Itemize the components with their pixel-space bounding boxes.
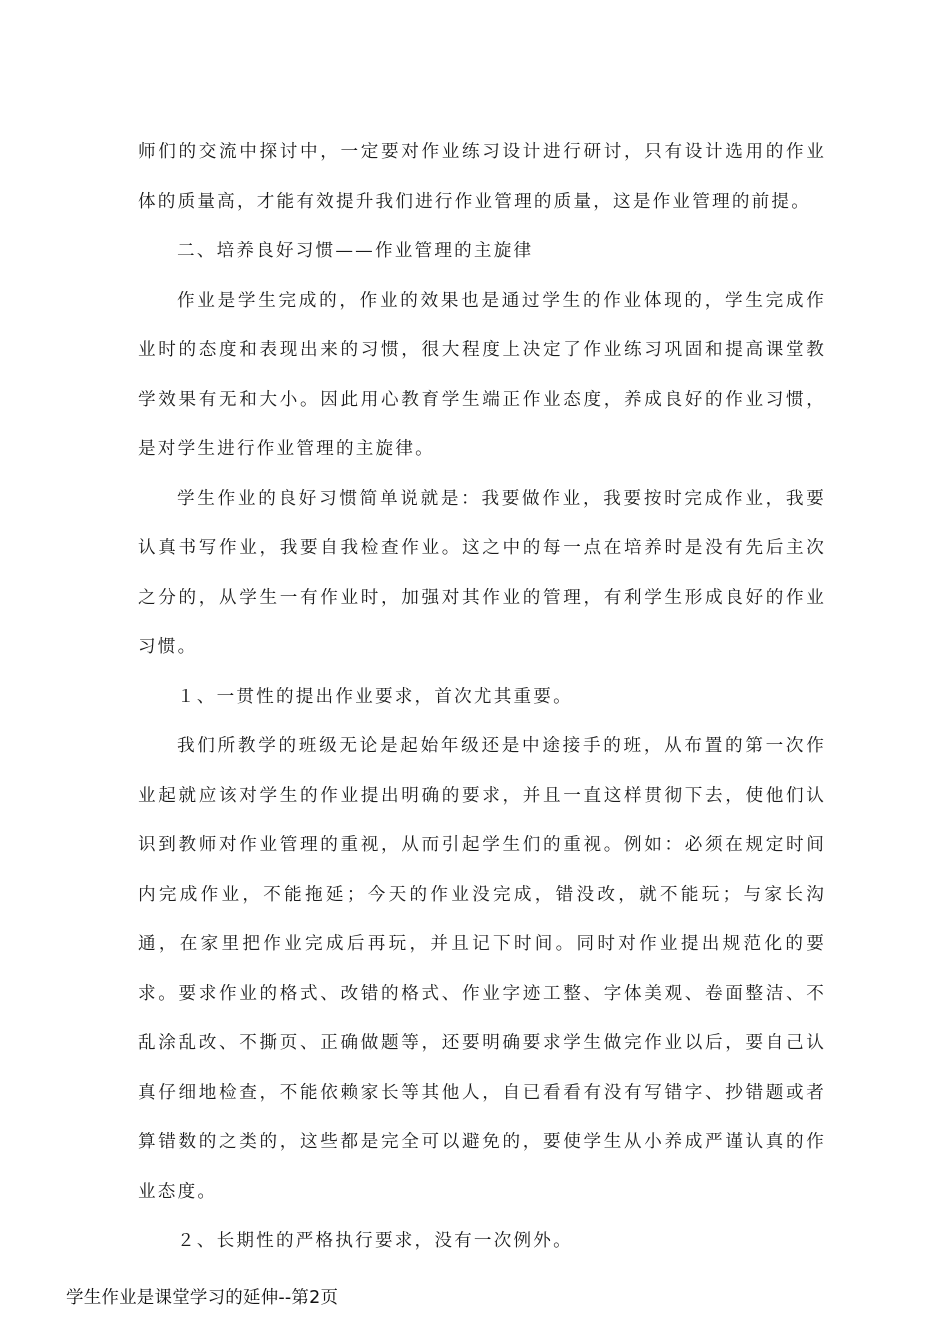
paragraph: 我们所教学的班级无论是起始年级还是中途接手的班，从布置的第一次作业起就应该对学生的作业提出明确的要求，并且一直这样贯彻下去，使他们认识到教师对作业管理的重视，从而引起学生们的重视。例如：必须在规定时间内完成作业，不能拖延；今天的作业没完成，错没改，就不能玩；与家长沟通，在家里把作业完成后再玩，并且记下时间。同时对作业提出规范化的要求。要求作业的格式、改错的格式、作业字迹工整、字体美观、卷面整洁、不乱涂乱改、不撕页、正确做题等，还要明确要求学生做完作业以后，要自己认真仔细地检查，不能依赖家长等其他人，自已看看有没有写错字、抄错题或者算错数的之类的，这些都是完全可以避免的，要使学生从小养成严谨认真的作业态度。 <box>138 736 826 1202</box>
subsection-heading: ２、长期性的严格执行要求，没有一次例外。 <box>177 1231 573 1251</box>
section-heading: 二、培养良好习惯——作业管理的主旋律 <box>177 241 534 261</box>
paragraph-continuation: 师们的交流中探讨中，一定要对作业练习设计进行研讨，只有设计选用的作业体的质量高，才能有效提升我们进行作业管理的质量，这是作业管理的前提。 <box>138 142 826 212</box>
page-footer: 学生作业是课堂学习的延伸--第2页 <box>66 1288 339 1308</box>
document-body <box>138 128 826 1267</box>
paragraph: 学生作业的良好习惯简单说就是：我要做作业，我要按时完成作业，我要认真书写作业，我要自我检查作业。这之中的每一点在培养时是没有先后主次之分的，从学生一有作业时，加强对其作业的管理，有利学生形成良好的作业习惯。 <box>138 488 826 657</box>
paragraph: 作业是学生完成的，作业的效果也是通过学生的作业体现的，学生完成作业时的态度和表现出来的习惯，很大程度上决定了作业练习巩固和提高课堂教学效果有无和大小。因此用心教育学生端正作业态度，养成良好的作业习惯，是对学生进行作业管理的主旋律。 <box>138 290 826 459</box>
subsection-heading: １、一贯性的提出作业要求，首次尤其重要。 <box>177 686 573 707</box>
